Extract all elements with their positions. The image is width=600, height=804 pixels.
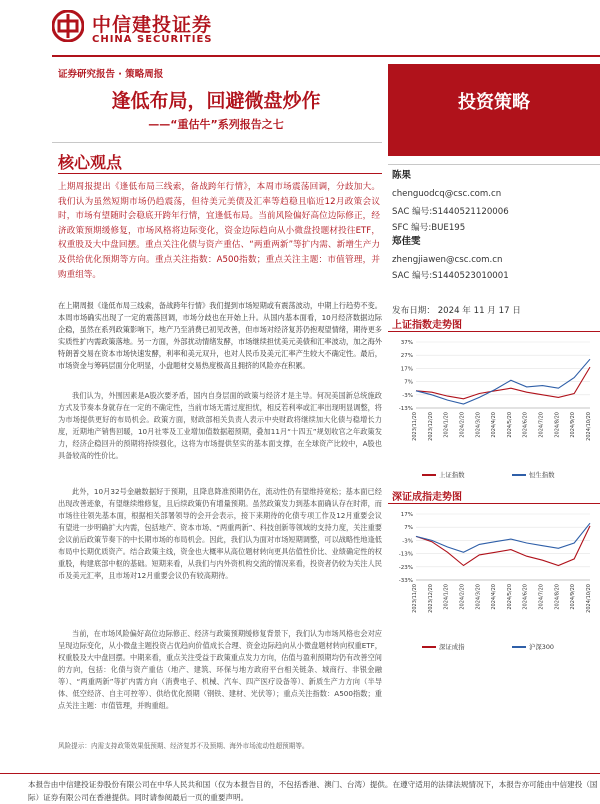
- shanghai-index-chart: [392, 336, 596, 468]
- y-tick-label: 7%: [404, 379, 413, 386]
- x-tick-label: 2024/3/20: [475, 412, 482, 438]
- x-tick-label: 2024/10/20: [586, 412, 592, 441]
- x-tick-label: 2024/9/20: [570, 412, 577, 438]
- legend-swatch: [422, 646, 436, 648]
- x-tick-label: 2024/6/20: [522, 412, 529, 438]
- body-lead-paragraph: 在上期周报《逢低布局三线索，备战跨年行情》我们提到市场短期或有震荡波动，中期上行趋势不变。本周市场确实出现了一定的震荡回调，市场分歧也在开始上升。从国内基本面看，10月经济数据边际企稳，虽然在系列政策影响下，地产乃至消费已初见改善，但市场对经济复苏仍抱观望情绪，期待更多实质性扩内需政策落地。另一方面，外部扰动情绪发酵，市场继续担忧美元美债和汇率波动，加之海外特朗普交易在资本市场快速发酵，利率和美元双升，也对人民币及美元汇率产生较大不确定性。最后，市场资金与筹码层面分化明显，小盘题材交易热度极高且拥挤的风险亦在积累。: [58, 301, 382, 370]
- company-logo-icon: [52, 10, 84, 42]
- x-tick-label: 2023/11/20: [412, 412, 418, 441]
- legend-swatch: [512, 646, 526, 648]
- chart-rule: [388, 331, 600, 332]
- legend-label: 深证成指: [439, 643, 465, 651]
- y-tick-label: -33%: [398, 578, 413, 584]
- x-tick-label: 2023/12/20: [427, 412, 434, 441]
- logo-english-name: CHINA SECURITIES: [92, 34, 213, 45]
- report-type: 证券研究报告 · 策略周报: [58, 69, 164, 80]
- logo-chinese-name: 中信建投证券: [92, 14, 213, 36]
- chart-title: 深证成指走势图: [392, 492, 462, 503]
- x-tick-label: 2024/1/20: [443, 584, 450, 610]
- header-rule: [52, 55, 600, 57]
- x-tick-label: 2024/9/20: [570, 584, 577, 610]
- risk-warning: 风险提示：内需支持政策效果低预期、经济复苏不及预期、海外市场流动性超预期等。: [58, 742, 309, 750]
- y-tick-label: 7%: [404, 525, 413, 532]
- y-tick-label: 17%: [400, 512, 413, 518]
- x-tick-label: 2024/8/20: [554, 412, 561, 438]
- y-tick-label: -23%: [398, 564, 413, 571]
- body-paragraph: 当前，在市场风险偏好高位边际修正、经济与政策预期缓修复背景下，我们认为市场风格也会对应呈现边际变化，从小微盘主题投资占优趋向价值成长合理、资金边际趋向从小微盘题材转向权重ETF，权重股及大中盘回摆。中期来看，重点关注受益于政策重点发力方向，估值与盈利预期均仍有改善空间的方向，包括：化债与资产重估（地产、建筑、环保与地方政府平台相关链条、城商行、非银金融等）、“两重两新”等扩内需方向（消费电子、机械、汽车、四产医疗设备等）、新质生产力方向（半导体、低空经济、自主可控等）、供给优化预期（钢铁、建材、光伏等）；重点关注指数：A500指数；重点关注主题：市值管理，并购重组。: [58, 629, 382, 710]
- y-tick-label: 27%: [400, 353, 413, 360]
- y-tick-label: -3%: [402, 392, 413, 399]
- body-paragraph: 我们认为，外围因素是A股次要矛盾，国内自身层面的政策与经济才是主导。何况美国新总统施政方式及节奏本身就存在一定的不确定性，当前市场无需过度担忧，相反若利率或汇率出现明显调整，将为市场提供更好的布局机会。政策方面，财政部相关负责人表示中央财政将继续加大化债与稳增长力度，近期地产销售回暖，10月社零及工业增加值数据超预期，叠加11月“十四五”规划收官之年政策发力，经济企稳回升的预期将持续强化，这将为市场提供坚实的基本面支撑，在全球资产比较中，A股也具备较高的性价比。: [58, 391, 382, 460]
- series-line: [416, 523, 590, 552]
- y-tick-label: -3%: [402, 538, 413, 545]
- legend-entry: [512, 470, 555, 479]
- report-title: 逢低布局，回避微盘炒作: [111, 90, 321, 112]
- x-tick-label: 2023/12/20: [427, 584, 434, 613]
- legend-entry: [422, 642, 465, 651]
- x-tick-label: 2023/11/20: [412, 584, 418, 613]
- legend-label: 沪深300: [529, 643, 554, 651]
- title-divider: [52, 142, 382, 143]
- x-tick-label: 2024/5/20: [506, 412, 513, 438]
- y-tick-label: 37%: [400, 340, 413, 346]
- report-subtitle: ——“重估牛”系列报告之七: [148, 118, 284, 131]
- chart-title: 上证指数走势图: [392, 320, 462, 331]
- legend-label: 恒生指数: [529, 471, 555, 479]
- x-tick-label: 2024/5/20: [506, 584, 513, 610]
- x-tick-label: 2024/3/20: [475, 584, 482, 610]
- legend-label: 上证指数: [439, 471, 465, 479]
- legend-swatch: [512, 474, 526, 476]
- analyst-name: 郑佳雯: [392, 236, 421, 247]
- analyst-sfc: SFC 编号:BUE195: [392, 223, 466, 233]
- core-viewpoint-rule: [58, 173, 382, 174]
- y-tick-label: 17%: [400, 366, 413, 373]
- x-tick-label: 2024/2/20: [459, 584, 466, 610]
- x-tick-label: 2024/1/20: [443, 412, 450, 438]
- x-tick-label: 2024/4/20: [491, 412, 498, 438]
- chart-rule: [388, 503, 600, 504]
- analyst-name: 陈果: [392, 170, 412, 181]
- footer-disclaimer: 本报告由中信建投证券股份有限公司在中华人民共和国（仅为本报告目的，不包括香港、澳门、台湾）提供。在遵守适用的法律法规情况下，本报告亦可能由中信建投（国际）证券有限公司在香港提供。同时请参阅最后一页的重要声明。: [28, 780, 598, 802]
- y-tick-label: -13%: [398, 551, 413, 558]
- y-tick-label: -13%: [398, 406, 413, 412]
- analyst-divider: [388, 164, 600, 165]
- x-tick-label: 2024/4/20: [491, 584, 498, 610]
- analyst-email: chenguodcq@csc.com.cn: [392, 189, 502, 199]
- x-tick-label: 2024/7/20: [538, 412, 545, 438]
- x-tick-label: 2024/6/20: [522, 584, 529, 610]
- body-paragraph: 此外，10月32号金融数据好于预期，且降息降准预期仍在，流动性仍有望维持宽松；基本面已经出现改善迹象，有望继续维修复，且后续政策仍有增量预期。虽然政策发力到基本面确认存在时滞，而市场往往领先基本面，根据相关部署领导的会开会表示，接下来期待的化债专项工作及12月重要会议有望进一步明确扩大内需，包括地产、资本市场、“两重两新”、科技创新等领域的支持力度，关注重要会议前后政策节奏下的中长期市场的布局机会。因此，我们认为面对市场短期调整，可以战略性地逢低布局中长期优质资产。结合政策主线，资金也大概率从高位题材转向更具估值性价比、业绩确定性的权重股，构建底部中枢的基础。短期来看，从我们与内外资机构交流的情况来看，投资者仍较为关注人民币及美元汇率，且市场对12月重要会议仍有较高期待。: [58, 487, 382, 580]
- publish-date: 发布日期： 2024 年 11 月 17 日: [392, 306, 521, 316]
- legend-swatch: [422, 474, 436, 476]
- series-line: [416, 367, 590, 399]
- x-tick-label: 2024/8/20: [554, 584, 561, 610]
- legend-entry: [512, 642, 554, 651]
- core-viewpoint-text: 上期周报提出《逢低布局三线索，备战跨年行情》，本周市场震荡回调，分歧加大。我们认为虽然短期市场仍趋震荡，但待美元美债及汇率等趋稳且临近12月政策会议时，市场有望随时会稳底开跨年行情，宜逢低布局。当前风险偏好高位边际修正，经济政策预期缓修复，市场风格将边际变化，资金边际趋向从小微盘投题材投往ETF，权重股及大中盘回摆。重点关注化债与资产重估、“两重两新”等扩内需、新增生产力及供给优化预期等方向。重点关注指数：A500指数；重点关注主题：市值管理，并购重组等。: [58, 182, 380, 280]
- shenzhen-index-chart: [392, 508, 596, 640]
- x-tick-label: 2024/2/20: [459, 412, 466, 438]
- analyst-sac: SAC 编号:S1440521120006: [392, 207, 509, 217]
- analyst-email: zhengjiawen@csc.com.cn: [392, 255, 503, 265]
- legend-entry: [422, 470, 465, 479]
- analyst-sac: SAC 编号:S1440523010001: [392, 271, 509, 281]
- x-tick-label: 2024/10/20: [586, 584, 592, 613]
- series-line: [416, 526, 590, 566]
- chart-legend: [392, 642, 596, 652]
- category-label: 投资策略: [458, 92, 530, 113]
- footer-rule: [0, 773, 600, 774]
- chart-legend: [392, 470, 596, 480]
- core-viewpoint-heading: 核心观点: [58, 153, 123, 172]
- x-tick-label: 2024/7/20: [538, 584, 545, 610]
